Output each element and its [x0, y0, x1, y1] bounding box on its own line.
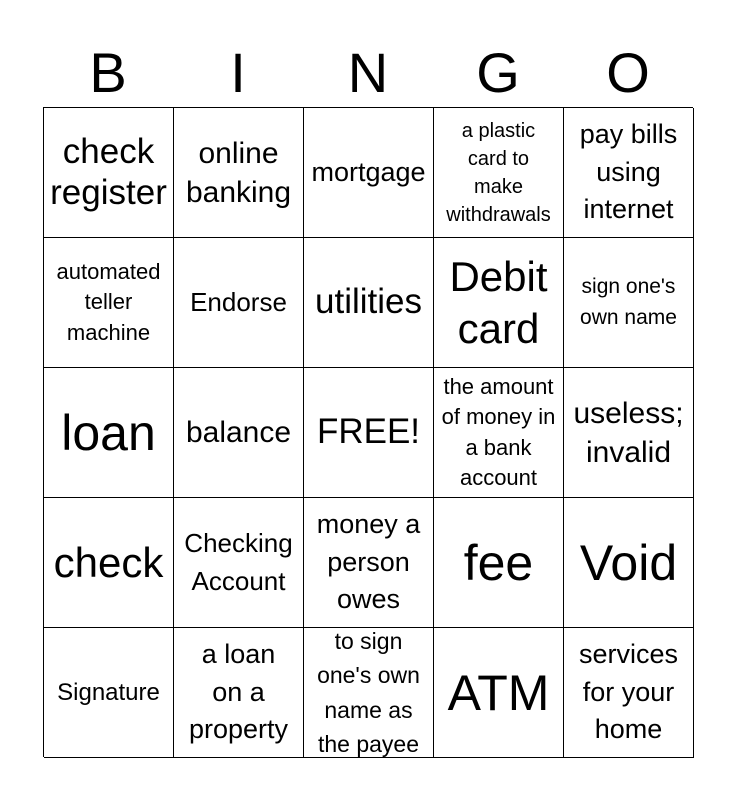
cell-text: useless; invalid [573, 396, 684, 469]
bingo-cell[interactable] [564, 628, 694, 758]
cell-text: pay bills using internet [579, 118, 678, 225]
cell-text: the amount of money in a bank account [441, 373, 556, 490]
bingo-header [43, 40, 693, 106]
bingo-cell[interactable] [564, 368, 694, 498]
cell-text: sign one's own name [580, 275, 677, 329]
bingo-cell[interactable] [44, 238, 174, 368]
cell-text: Debit card [449, 253, 548, 352]
bingo-cell[interactable] [44, 108, 174, 238]
cell-text: Void [579, 534, 678, 591]
cell-text: automated teller machine [56, 258, 161, 345]
cell-text: Endorse [190, 286, 287, 317]
bingo-cell[interactable] [304, 238, 434, 368]
bingo-cell[interactable] [434, 108, 564, 238]
bingo-cell[interactable] [304, 498, 434, 628]
bingo-cell[interactable] [44, 368, 174, 498]
cell-text: Signature [57, 678, 160, 706]
free-space[interactable] [304, 368, 434, 498]
header-letter-g: G [476, 41, 520, 104]
cell-text: check register [50, 132, 167, 212]
cell-text: money a person owes [316, 508, 421, 615]
cell-text: check [53, 538, 164, 586]
bingo-cell[interactable] [434, 628, 564, 758]
header-letter-o: O [606, 41, 650, 104]
header-letter-n: N [347, 41, 389, 104]
bingo-cell[interactable] [304, 628, 434, 758]
cell-text: loan [61, 404, 156, 461]
bingo-cell[interactable] [174, 108, 304, 238]
cell-text: a plastic card to make withdrawals [446, 119, 551, 226]
bingo-cell[interactable] [44, 498, 174, 628]
cell-text: balance [185, 416, 292, 449]
cell-text: services for your home [578, 638, 679, 745]
bingo-cell[interactable] [174, 628, 304, 758]
cell-text: online banking [185, 136, 292, 209]
bingo-cell[interactable] [564, 238, 694, 368]
cell-text: ATM [447, 664, 550, 721]
bingo-cell[interactable] [174, 498, 304, 628]
bingo-cell[interactable] [174, 368, 304, 498]
bingo-cell[interactable] [434, 368, 564, 498]
cell-text: utilities [315, 282, 422, 322]
bingo-cell[interactable] [44, 628, 174, 758]
bingo-cell[interactable] [304, 108, 434, 238]
cell-text: Checking Account [184, 527, 293, 596]
cell-text: mortgage [311, 156, 426, 187]
bingo-cell[interactable] [434, 238, 564, 368]
bingo-board [43, 107, 693, 757]
bingo-cell[interactable] [564, 108, 694, 238]
cell-text: fee [463, 534, 534, 591]
header-letter-i: I [230, 41, 246, 104]
bingo-cell[interactable] [564, 498, 694, 628]
free-space-label: FREE! [316, 412, 421, 452]
bingo-cell[interactable] [174, 238, 304, 368]
header-letter-b: B [89, 41, 127, 104]
cell-text: a loan on a property [188, 638, 289, 745]
bingo-cell[interactable] [434, 498, 564, 628]
cell-text: to sign one's own name as the payee [317, 628, 420, 757]
